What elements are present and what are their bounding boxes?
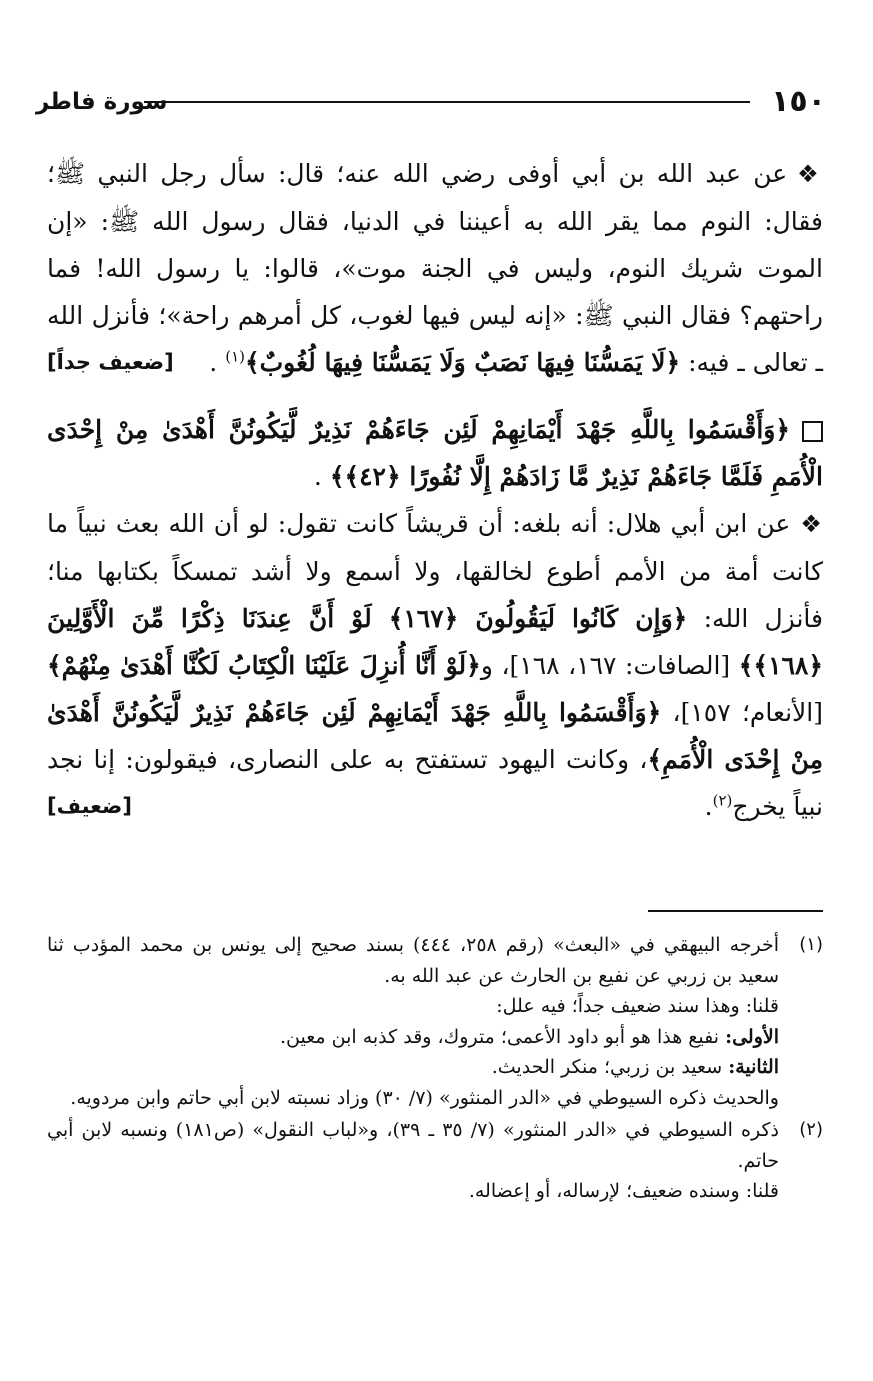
paragraph-marker-icon: ❖: [797, 160, 824, 188]
quran-quote-1: ﴿لَا يَمَسُّنَا فِيهَا نَصَبٌ وَلَا يَمَسُّنَا فِيهَا لُغُوبٌ﴾: [244, 348, 681, 377]
footnote-label: الثانية:: [728, 1056, 779, 1078]
page-number: ١٥٠: [771, 84, 826, 119]
quran-verse-42: ﴿وَأَقْسَمُوا بِاللَّهِ جَهْدَ أَيْمَانِهِمْ لَئِن جَاءَهُمْ نَذِيرٌ لَّيَكُونُنَّ أَهْدَىٰ مِنْ إِحْدَى الْأُمَمِ فَلَمَّا جَاءَهُمْ نَذِيرٌ مَّا زَادَهُمْ إِلَّا نُفُورًا ﴿٤٢﴾﴾: [47, 415, 823, 491]
footnote-line: ذكره السيوطي في «الدر المنثور» (٧/ ٣٥ ـ ٣٩)، و«لباب النقول» (ص١٨١) ونسبه لابن أبي حاتم.: [47, 1119, 779, 1172]
footnote-body: [47, 1115, 779, 1207]
footnote-label: الأولى:: [725, 1025, 779, 1048]
footnote-line: [47, 1022, 779, 1053]
footnotes: [47, 930, 823, 1207]
footnote-ref-1: (١): [225, 347, 245, 366]
surah-title: سورة فاطر: [36, 89, 168, 115]
citation-1: [الصافات: ١٦٧، ١٦٨]، و: [480, 651, 731, 680]
square-marker-icon: [802, 421, 823, 442]
footnote-line: [47, 1052, 779, 1083]
footnote-rule: [648, 910, 823, 912]
footnote-closing: والحديث ذكره السيوطي في «الدر المنثور» (٧/ ٣٠) وزاد نسبته لابن أبي حاتم وابن مردويه.: [70, 1086, 779, 1109]
footnote-line: أخرجه البيهقي في «البعث» (رقم ٢٥٨، ٤٤٤) بسند صحيح إلى يونس بن محمد المؤدب ثنا سعيد بن زربي عن نفيع بن الحارث عن عبد الله به.: [47, 934, 780, 987]
hadith-paragraph-1: [47, 150, 823, 386]
grade-label-1: [ضعيف جداً]: [47, 350, 174, 374]
footnote-ref-2: (٢): [712, 791, 733, 810]
footnote-1: [47, 930, 823, 1113]
verse-tail: .: [313, 462, 322, 491]
header-rule: [144, 101, 750, 103]
footnote-body: [47, 930, 779, 1113]
hadith-block-2: [47, 500, 823, 830]
hadith-tail-2: .: [704, 792, 713, 821]
verse-paragraph: [47, 406, 823, 500]
hadith-text-1: عن عبد الله بن أبي أوفى رضي الله عنه؛ قال: سأل رجل النبي ﷺ؛ فقال: النوم مما يقر الله به أعيننا في الدنيا، فقال رسول الله ﷺ: «إن الموت شريك النوم، وليس في الجنة موت»، قالوا: يا رسول الله! فما راحتهم؟ فقال النبي ﷺ: «إنه ليس فيها لغوب، كل أمرهم راحة»؛ فأنزل الله ـ تعالى ـ فيه:: [47, 159, 823, 377]
hadith-text-2b: ، وكانت اليهود تستفتح به على النصارى، فيقولون: إنا نجد نبياً يخرج: [47, 745, 823, 821]
hadith-tail-1: .: [209, 348, 218, 377]
verse-block: [47, 406, 823, 500]
footnote-2: [47, 1115, 823, 1207]
hadith-block-1: [47, 150, 823, 386]
footnote-number: (١): [799, 934, 823, 955]
running-header: [36, 82, 826, 122]
footnote-line: قلنا: وسنده ضعيف؛ لإرساله، أو إعضاله.: [468, 1180, 779, 1202]
footnote-number: (٢): [799, 1119, 823, 1140]
footnote-labeled-text: سعيد بن زربي؛ منكر الحديث.: [491, 1056, 723, 1078]
hadith-text-2a: عن ابن أبي هلال: أنه بلغه: أن قريشاً كانت تقول: لو أن الله بعث نبياً ما كانت أمة من الأمم أطوع لخالقها، ولا أسمع ولا أشد تمسكاً بكتابها منا؛ فأنزل الله:: [47, 509, 823, 633]
grade-label-2: [ضعيف]: [47, 794, 132, 818]
footnote-line: قلنا: وهذا سند ضعيف جداً؛ فيه علل:: [496, 995, 779, 1017]
quran-quote-2: ﴿وَإِن كَانُوا لَيَقُولُونَ ﴿١٦٧﴾ لَوْ أَنَّ عِندَنَا ذِكْرًا مِّنَ الْأَوَّلِينَ ﴿١٦٨﴾﴾: [47, 604, 824, 680]
quran-quote-4: ﴿وَأَقْسَمُوا بِاللَّهِ جَهْدَ أَيْمَانِهِمْ لَئِن جَاءَهُمْ نَذِيرٌ لَّيَكُونُنَّ أَهْدَىٰ مِنْ إِحْدَى الْأُمَمِ﴾: [47, 698, 823, 774]
quran-quote-3: ﴿لَوْ أَنَّا أُنزِلَ عَلَيْنَا الْكِتَابُ لَكُنَّا أَهْدَىٰ مِنْهُمْ﴾: [47, 651, 481, 680]
hadith-paragraph-2: [47, 500, 823, 830]
citation-2: [الأنعام؛ ١٥٧]،: [672, 698, 823, 727]
paragraph-marker-icon: ❖: [800, 510, 823, 538]
footnote-labeled-text: نفيع هذا هو أبو داود الأعمى؛ متروك، وقد كذبه ابن معين.: [280, 1025, 720, 1048]
